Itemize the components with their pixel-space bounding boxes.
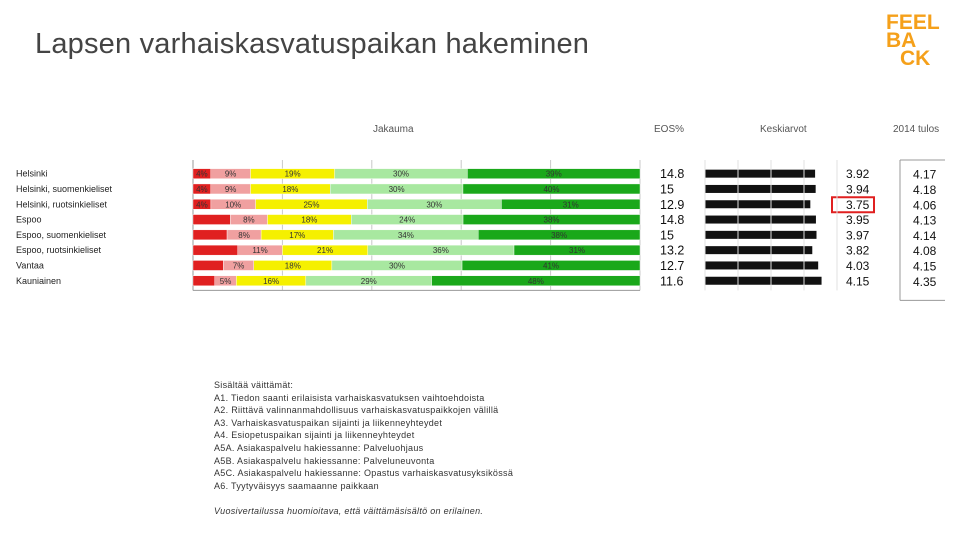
prev-2014-value: 4.15 bbox=[913, 259, 937, 274]
bar-segment bbox=[193, 230, 227, 240]
note-item: A5A. Asiakaspalvelu hakiessanne: Palveluohjaus bbox=[214, 442, 424, 453]
page-title: Lapsen varhaiskasvatuspaikan hakeminen bbox=[35, 28, 590, 60]
mean-bar bbox=[705, 246, 812, 254]
category-label: Espoo, suomenkieliset bbox=[16, 229, 107, 240]
bar-data-label: 30% bbox=[388, 261, 405, 271]
bar-data-label: 8% bbox=[238, 230, 250, 240]
bar-data-label: 9% bbox=[224, 184, 237, 194]
bar-data-label: 48% bbox=[527, 276, 544, 286]
bar-data-label: 5% bbox=[219, 276, 232, 286]
eos-value: 11.6 bbox=[660, 274, 684, 289]
bar-data-label: 4% bbox=[196, 169, 208, 179]
mean-value: 3.94 bbox=[846, 182, 870, 197]
header-mean: Keskiarvot bbox=[760, 124, 807, 135]
bar-data-label: 24% bbox=[399, 215, 416, 225]
prev-2014-value: 4.17 bbox=[913, 167, 937, 182]
bar-data-label: 18% bbox=[282, 184, 299, 194]
eos-value: 14.8 bbox=[660, 213, 685, 228]
bar-data-label: 36% bbox=[432, 246, 449, 256]
bar-data-label: 4% bbox=[196, 200, 208, 210]
mean-bar bbox=[705, 170, 815, 178]
prev-2014-value: 4.13 bbox=[913, 213, 937, 228]
category-label: Helsinki bbox=[16, 168, 48, 179]
bar-data-label: 39% bbox=[545, 169, 562, 179]
category-label: Espoo bbox=[16, 214, 42, 225]
mean-bar bbox=[705, 200, 810, 208]
category-label: Helsinki, suomenkieliset bbox=[16, 183, 113, 194]
notes-heading: Sisältää väittämät: bbox=[214, 380, 294, 390]
bar-data-label: 7% bbox=[232, 261, 245, 271]
mean-value: 3.95 bbox=[846, 213, 870, 228]
bar-segment bbox=[193, 260, 223, 270]
mean-value: 4.15 bbox=[846, 274, 870, 289]
bar-data-label: 18% bbox=[284, 261, 301, 271]
prev-2014-value: 4.06 bbox=[913, 198, 937, 213]
logo-line: FEEL bbox=[886, 11, 940, 34]
bar-data-label: 25% bbox=[303, 200, 320, 210]
bar-data-label: 11% bbox=[252, 246, 268, 256]
header-eos: EOS% bbox=[654, 124, 685, 135]
bar-segment bbox=[193, 245, 238, 255]
bar-data-label: 21% bbox=[317, 246, 334, 256]
prev-2014-value: 4.18 bbox=[913, 182, 937, 197]
bar-data-label: 18% bbox=[301, 215, 318, 225]
prev-2014-value: 4.35 bbox=[913, 274, 937, 289]
bar-data-label: 9% bbox=[224, 169, 237, 179]
note-item: A3. Varhaiskasvatuspaikan sijainti ja liikenneyhteydet bbox=[214, 417, 443, 428]
note-item: A5C. Asiakaspalvelu hakiessanne: Opastus varhaiskasvatusyksikössä bbox=[214, 468, 514, 479]
bar-data-label: 38% bbox=[543, 215, 560, 225]
bar-data-label: 31% bbox=[562, 200, 579, 210]
note-item: A2. Riittävä valinnanmahdollisuus varhaiskasvatuspaikkojen välillä bbox=[214, 405, 499, 416]
bar-data-label: 17% bbox=[289, 230, 306, 240]
bar-data-label: 31% bbox=[569, 246, 586, 256]
mean-bar bbox=[705, 261, 818, 269]
prev-2014-value: 4.08 bbox=[913, 244, 937, 259]
eos-value: 13.2 bbox=[660, 243, 685, 258]
mean-value: 3.82 bbox=[846, 243, 870, 258]
bar-data-label: 38% bbox=[551, 230, 568, 240]
eos-value: 12.7 bbox=[660, 258, 685, 273]
mean-value: 3.75 bbox=[846, 197, 870, 212]
bar-segment bbox=[193, 215, 230, 225]
bar-data-label: 30% bbox=[388, 184, 405, 194]
eos-value: 15 bbox=[660, 228, 674, 243]
category-label: Kauniainen bbox=[16, 275, 62, 286]
bar-data-label: 29% bbox=[360, 276, 377, 286]
bar-data-label: 41% bbox=[543, 261, 560, 271]
eos-value: 15 bbox=[660, 182, 674, 197]
logo-line: CK bbox=[900, 47, 931, 70]
note-item: A6. Tyytyväisyys saamaanne paikkaan bbox=[214, 480, 379, 491]
category-label: Helsinki, ruotsinkieliset bbox=[16, 199, 108, 210]
bar-data-label: 4% bbox=[196, 184, 208, 194]
mean-bar bbox=[705, 231, 816, 239]
header-2014: 2014 tulos bbox=[893, 124, 940, 135]
footnote: Vuosivertailussa huomioitava, että väittämäsisältö on erilainen. bbox=[214, 506, 484, 516]
note-item: A5B. Asiakaspalvelu hakiessanne: Palveluneuvonta bbox=[214, 455, 435, 466]
category-label: Vantaa bbox=[16, 260, 44, 271]
prev-2014-value: 4.14 bbox=[913, 228, 937, 243]
eos-value: 14.8 bbox=[660, 167, 685, 182]
bar-data-label: 10% bbox=[225, 200, 242, 210]
logo-line: BA bbox=[886, 29, 917, 52]
notes-block bbox=[214, 379, 513, 492]
mean-value: 3.97 bbox=[846, 228, 870, 243]
header-distribution: Jakauma bbox=[373, 124, 414, 135]
note-item: A4. Esiopetuspaikan sijainti ja liikenneyhteydet bbox=[214, 430, 415, 441]
bar-data-label: 30% bbox=[426, 200, 443, 210]
bar-data-label: 19% bbox=[284, 169, 301, 179]
note-item: A1. Tiedon saanti erilaisista varhaiskasvatuksen vaihtoehdoista bbox=[214, 392, 485, 403]
bar-segment bbox=[193, 276, 215, 286]
mean-value: 4.03 bbox=[846, 258, 870, 273]
bar-data-label: 30% bbox=[393, 169, 410, 179]
mean-bar bbox=[705, 216, 816, 224]
bar-data-label: 34% bbox=[397, 230, 414, 240]
bar-data-label: 16% bbox=[263, 276, 280, 286]
category-label: Espoo, ruotsinkieliset bbox=[16, 245, 102, 256]
bar-data-label: 8% bbox=[243, 215, 255, 225]
eos-value: 12.9 bbox=[660, 197, 685, 212]
bar-data-label: 40% bbox=[543, 184, 560, 194]
mean-value: 3.92 bbox=[846, 167, 870, 182]
mean-bar bbox=[705, 185, 816, 193]
